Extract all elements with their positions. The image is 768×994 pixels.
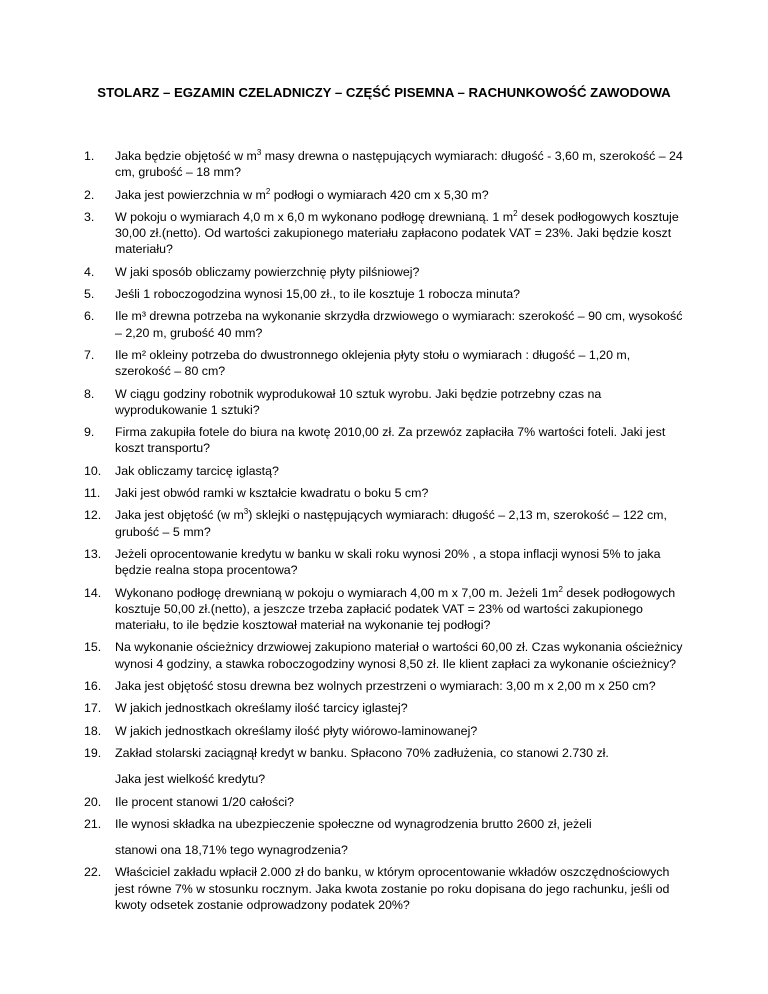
question-text: stanowi ona 18,71% tego wynagrodzenia? <box>115 843 348 858</box>
question-number: 5. <box>84 287 95 302</box>
question-number: 2. <box>84 187 95 202</box>
question-text: Właściciel zakładu wpłacił 2.000 zł do banku, w którym oprocentowanie wkładów oszczędnościowych jest równe 7% w stosunku rocznym. Jaka kwota zostanie po roku dopisana do jego rachunku, jeśli od kwoty odsetek zostanie odprowadzony podatek 20%? <box>115 865 670 912</box>
question-text: W pokoju o wymiarach 4,0 m x 6,0 m wykonano podłogę drewnianą. 1 $m^2$ desek podłogowych kosztuje 30,00 zł.(netto). Od wartości zakupionego materiału zapłacono podatek VAT = 23%. Jaki będzie koszt materiału? <box>115 208 679 257</box>
question-text: Zakład stolarski zaciągnął kredyt w banku. Spłacono 70% zadłużenia, co stanowi 2.730 zł. <box>115 745 609 760</box>
question-number: 20. <box>84 794 102 809</box>
question-number: 3. <box>84 209 95 224</box>
question-number: 8. <box>84 386 95 401</box>
question-number: 22. <box>84 865 102 880</box>
question-item <box>84 308 684 341</box>
question-text: Wykonano podłogę drewnianą w pokoju o wymiarach 4,00 m x 7,00 m. Jeżeli $1m^2$ desek podłogowych kosztuje 50,00 zł.(netto), a jeszcze trzeba zapłacić podatek VAT = 23% od wartości zakupionego materiału, to ile będzie kosztował materiał na wykonanie tej podłogi? <box>115 584 676 633</box>
question-item <box>84 507 684 540</box>
question-number: 16. <box>84 679 102 694</box>
question-item <box>84 264 684 280</box>
question-text: Jaka jest objętość stosu drewna bez wolnych przestrzeni o wymiarach: 3,00 m x 2,00 m x 250 cm? <box>115 679 656 694</box>
question-item <box>84 424 684 457</box>
superscript-exponent: 2 <box>513 208 518 218</box>
question-item <box>84 723 684 739</box>
superscript-exponent: 2 <box>265 186 271 196</box>
question-text: W ciągu godziny robotnik wyprodukował 10 sztuk wyrobu. Jaki będzie potrzebny czas na wyprodukowanie 1 sztuki? <box>115 386 602 417</box>
question-item <box>84 864 684 913</box>
question-text: W jakich jednostkach określamy ilość płyty wiórowo-laminowanej? <box>115 723 478 738</box>
page-title: STOLARZ – EGZAMIN CZELADNICZY – CZĘŚĆ PISEMNA – RACHUNKOWOŚĆ ZAWODOWA <box>97 85 671 100</box>
superscript-exponent: 2 <box>558 584 563 594</box>
question-text: Ile m² okleiny potrzeba do dwustronnego oklejenia płyty stołu o wymiarach : długość – 1,20 m, szerokość – 80 cm? <box>115 347 631 379</box>
question-text: Jeśli 1 roboczogodzina wynosi 15,00 zł., to ile kosztuje 1 robocza minuta? <box>115 287 520 302</box>
question-number: 11. <box>84 486 101 501</box>
question-list <box>84 148 684 913</box>
question-text: Na wykonanie ościeżnicy drzwiowej zakupiono materiał o wartości 60,00 zł. Czas wykonania ościeżnicy wynosi 4 godziny, a stawka roboczogodziny wynosi 8,50 zł. Ile klient zapłaci za wykonanie ościeżnicy? <box>115 640 683 671</box>
question-text: Jaka będzie objętość w $m^3$ masy drewna o następujących wymiarach: długość - 3,60 m, szerokość – 24 cm, grubość – 18 mm? <box>115 148 683 180</box>
question-number: 4. <box>84 264 95 279</box>
question-item <box>84 639 684 672</box>
question-item <box>84 546 684 579</box>
superscript-exponent: 3 <box>256 148 262 157</box>
question-item <box>84 187 684 203</box>
question-number: 17. <box>84 701 102 716</box>
question-item <box>84 794 684 810</box>
question-item <box>84 286 684 302</box>
question-text: Jak obliczamy tarcicę iglastą? <box>115 463 279 478</box>
question-text: W jaki sposób obliczamy powierzchnię płyty pilśniowej? <box>115 264 420 279</box>
superscript-exponent: 3 <box>243 507 249 517</box>
question-item <box>84 585 684 634</box>
question-number: 1. <box>84 149 95 163</box>
question-item <box>84 700 684 716</box>
question-number: 18. <box>84 723 102 738</box>
question-item <box>84 678 684 694</box>
question-text: Firma zakupiła fotele do biura na kwotę 2010,00 zł. Za przewóz zapłaciła 7% wartości foteli. Jaki jest koszt transportu? <box>115 425 666 456</box>
question-text: Jaka jest wielkość kredytu? <box>115 772 266 787</box>
question-item <box>84 209 684 258</box>
question-number: 6. <box>84 309 95 324</box>
question-text: W jakich jednostkach określamy ilość tarcicy iglastej? <box>115 701 408 716</box>
question-item <box>84 347 684 380</box>
question-number: 21. <box>84 816 102 831</box>
question-number: 12. <box>84 508 102 523</box>
question-text: Ile procent stanowi 1/20 całości? <box>115 794 295 809</box>
question-item <box>84 148 684 181</box>
question-number: 15. <box>84 640 102 655</box>
question-number: 13. <box>84 546 102 561</box>
question-text: Jeżeli oprocentowanie kredytu w banku w skali roku wynosi 20% , a stopa inflacji wynosi 5% to jaka będzie realna stopa procentowa? <box>115 546 661 578</box>
question-number: 9. <box>84 425 95 440</box>
question-number: 10. <box>84 463 102 478</box>
question-item <box>84 386 684 419</box>
question-text: Jaka jest objętość (w $m^3$) sklejki o następujących wymiarach: długość – 2,13 m, szerokość – 122 cm, grubość – 5 mm? <box>115 507 667 539</box>
question-number: 19. <box>84 745 102 760</box>
question-item <box>84 485 684 501</box>
question-item <box>84 816 684 859</box>
question-text: Ile wynosi składka na ubezpieczenie społeczne od wynagrodzenia brutto 2600 zł, jeżeli <box>115 816 592 831</box>
question-text: Ile m³ drewna potrzeba na wykonanie skrzydła drzwiowego o wymiarach: szerokość – 90 cm, wysokość – 2,20 m, grubość 40 mm? <box>115 309 683 340</box>
question-item <box>84 745 684 788</box>
question-number: 7. <box>84 347 95 362</box>
question-text: Jaka jest powierzchnia w $m^2$ podłogi o wymiarach 420 cm x 5,30 m? <box>115 186 489 202</box>
question-text: Jaki jest obwód ramki w kształcie kwadratu o boku 5 cm? <box>115 486 429 501</box>
question-number: 14. <box>84 585 102 600</box>
question-item <box>84 463 684 479</box>
